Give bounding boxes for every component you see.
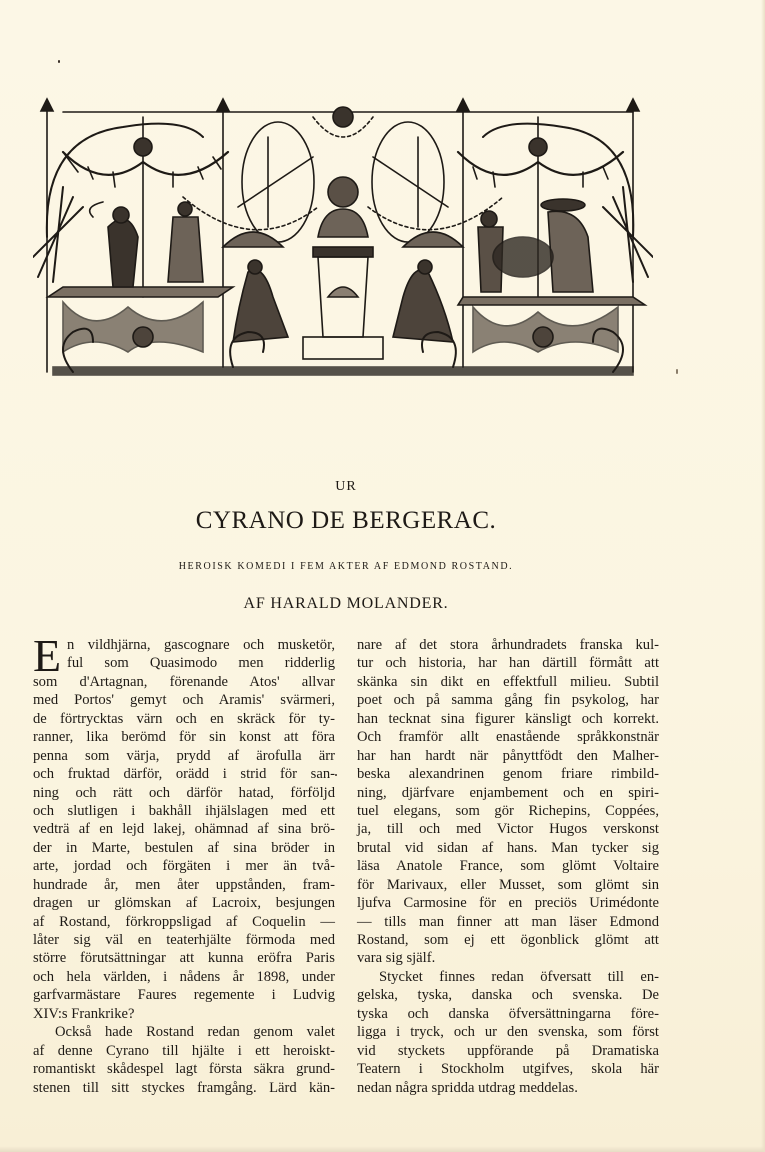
text-line: brutal vid sidan af hans. Man tycker sig [357,839,659,856]
text-line: Och framför allt enastående språkkonstnär [357,729,659,746]
text-line: tyska och danska öfversättningarna före- [357,1005,659,1022]
text-line: Rostand, som ej ett ögonblick glömt att [357,932,659,948]
text-line: med Portos' gemyt och Aramis' svärmeri, [33,692,335,709]
text-line: — tills man finner att man läser Edmond [357,913,659,930]
text-line: tuel elegans, som gör Richepins, Coppées, [357,802,659,819]
byline-prefix: AF [243,595,266,612]
text-line: läsa Anatole France, som glömt Voltaire [357,858,659,875]
text-line: har han hardt när pånyttfödt den Malher- [357,747,659,764]
text-line: af denne Cyrano till hjälte i ett heroiskt- [33,1042,335,1059]
text-line: vara sig själf. [357,950,436,967]
text-line: Också hade Rostand redan genom valet [55,1024,335,1041]
text-line: dragen ur glömskan af Lacroix, besjungen [33,895,335,912]
text-line: skänka sin dikt en effektfull milieu. Subtil [357,673,659,690]
text-line: ligga i tryck, och ur den svenska, som först [357,1024,659,1041]
text-line: beska alexandrinen genom friare rimbild- [357,766,659,783]
text-line: nedan några spridda utdrag meddelas. [357,1079,578,1096]
text-line: han tecknat sina figurer känsligt och korrekt. [357,710,659,727]
text-line: stenen till sitt styckes framgång. Lärd kän- [33,1079,335,1096]
text-column-left [33,630,335,1097]
text-column-right [357,636,659,1097]
text-line: ful som Quasimodo men ridderlig [67,655,335,672]
text-line: som d'Artagnan, förenande Atos' allvar [33,673,335,690]
text-line: större förutsättningar att kunna eröfra Paris [33,950,335,967]
text-line: garfvarmästare Faures regemente i Ludvig [33,987,335,1004]
page-edge-right [761,0,765,1152]
text-line: XIV:s Frankrike? [33,1005,135,1022]
text-line: ljufva Carmosine för en preciös Urimédonte [357,895,659,912]
text-line: låter sig väl en teaterhjälte förmoda med [33,932,335,948]
text-line: der in Marte, bestulen af sina bröder in [33,839,335,856]
text-line: och hela världen, i nådens år 1898, under [33,968,335,985]
text-line: ranner, lika berömd för sin konst att föra [33,729,335,746]
text-line: nare af det stora århundradets franska kul- [357,637,659,653]
article-title: CYRANO DE BERGERAC. [195,507,497,534]
author-name: HARALD MOLANDER. [270,595,449,612]
ink-speck [676,369,678,374]
text-line: ja, till och med Victor Hugos verskonst [357,821,659,838]
text-line: tur och historia, har han därtill förmått att [357,655,659,672]
page-edge-bottom [0,1146,765,1152]
ornamental-header-illustration [33,97,653,380]
ink-speck [335,774,337,776]
text-line: och fruktad därför, orädd i strid för san- [33,766,335,783]
text-line: poet och på samma gång fin psykolog, har [357,692,659,709]
engraving-icon [33,97,653,380]
text-line: arte, jordad och förgäten i mer än två- [33,858,335,875]
text-line: vedträ af en lejd lakej, ohämnad af sina brö- [33,821,335,838]
text-line: vid styckets uppförande på Dramatiska [357,1042,659,1059]
text-line: gelska, tyska, danska och svenska. De [357,987,659,1004]
text-line: romantiskt skådespel lagt första säkra grund- [33,1061,335,1078]
text-line: Stycket finnes redan öfversatt till en- [379,968,659,985]
text-line: hundrade år, men åter uppstånden, fram- [33,876,335,893]
text-line: ning, djärfvare enjambement och en spiri- [357,784,659,801]
article-subtitle: HEROISK KOMEDI I FEM AKTER AF EDMOND ROSTAND. [178,561,514,572]
opening-paragraph-start [33,630,335,681]
ink-speck [58,60,60,63]
pre-title: UR [335,479,357,494]
text-line: och slutligen i bakhåll ihjälslagen med ett [33,802,335,819]
text-line: de förtrycktas värn och en skräck för ty- [33,710,335,727]
text-line: af Rostand, förkroppsligad af Coquelin — [33,913,335,930]
text-line: penna som värja, prydd af ärofulla ärr [33,747,335,764]
text-line: n vildhjärna, gascognare och musketör, [67,637,335,653]
text-line: ning och rätt och därför hatad, förföljd [33,784,335,801]
byline [0,595,692,613]
text-line: Teatern i Stockholm utgifves, skola här [357,1061,659,1078]
drop-cap: E [33,630,62,681]
text-line: för Marivaux, eller Musset, som glömt sin [357,876,659,893]
